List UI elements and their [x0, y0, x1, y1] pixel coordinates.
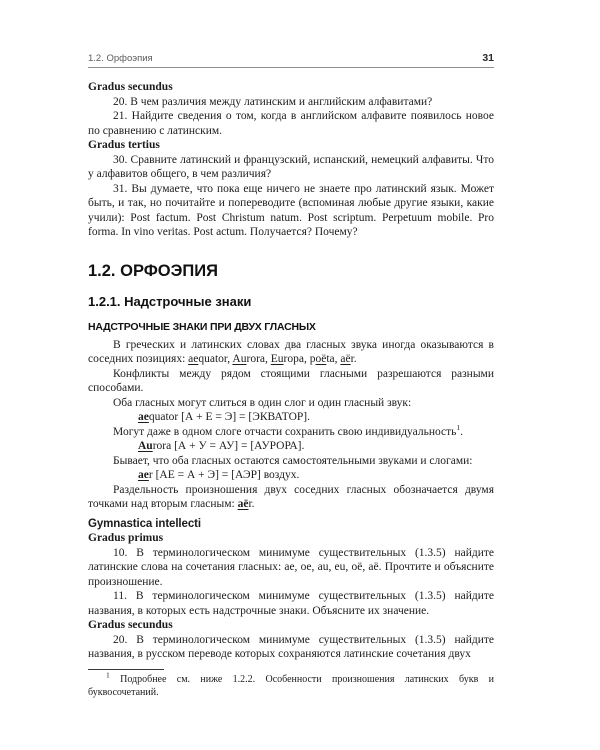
formula-aer: aer [АЕ = А + Э] = [АЭР] воздух.: [138, 469, 300, 481]
label-gradus-primus: Gradus primus: [88, 532, 164, 544]
exercise-11: 11. В терминологическом минимуме существительных (1.3.5) найдите названия, в которых есть надстрочные знаки. Объясните их значение.: [88, 590, 494, 617]
page-number: 31: [482, 52, 494, 64]
subsection-title: 1.2.1. Надстрочные знаки: [88, 293, 252, 309]
page-body: [88, 80, 494, 699]
exercise-21: 21. Найдите сведения о том, когда в английском алфавите появилось новое по сравнению с латинским.: [88, 110, 494, 137]
paragraph-conflicts: Конфликты между рядом стоящими гласными разрешаются разными способами.: [88, 367, 494, 394]
page-content: [88, 52, 494, 699]
exercise-31: 31. Вы думаете, что пока еще ничего не знаете про латинский язык. Может быть, и так, но почитайте и попереводите (вспоминая любые другие языки, какие учили): Post factum. Post Christum natum. Post scriptum. Perpetuum mobile. Pro forma. In vino veritas. Post actum. Получается? Почему?: [88, 182, 494, 238]
footnote-rule: [88, 669, 164, 670]
paragraph-trema: Раздельность произношения двух соседних гласных обозначается двумя точками над вторым гласным: aër.: [88, 483, 494, 510]
paragraph-separate-intro: Бывает, что оба гласных остаются самостоятельными звуками и слогами:: [113, 454, 473, 467]
formula-aurora: Aurora [А + У = АУ] = [АУРОРА].: [138, 440, 305, 452]
exercise-30: 30. Сравните латинский и французский, испанский, немецкий алфавиты. Что у алфавитов общего, в чем различия?: [88, 153, 494, 180]
label-gradus-secundus-2: Gradus secundus: [88, 619, 173, 631]
exercise-20: 20. В чем различия между латинским и английским алфавитами?: [113, 95, 433, 108]
exercise-10: 10. В терминологическом минимуме существительных (1.3.5) найдите латинские слова на сочетания гласных: ae, oe, au, eu, oë, aë. Прочтите и объясните произношение.: [88, 546, 494, 588]
exercise-20-second: 20. В терминологическом минимуме существительных (1.3.5) найдите названия, в русском переводе которых сохраняются латинские сочетания двух: [88, 633, 494, 660]
running-header: [88, 52, 494, 68]
label-gradus-tertius: Gradus tertius: [88, 139, 160, 151]
paragraph-vowel-examples: В греческих и латинских словах два гласных звука иногда оказываются в соседних позициях: aequator, Aurora, Europa, poëta, aër.: [88, 338, 494, 365]
paragraph-merge-intro: Оба гласных могут слиться в один слог и один гласный звук:: [113, 396, 412, 409]
label-gymnastica-intellecti: Gymnastica intellecti: [88, 517, 201, 530]
section-title: 1.2. ОРФОЭПИЯ: [88, 261, 218, 280]
footnote-1: $^1$ Подробнее см. ниже 1.2.2. Особенности произношения латинских букв и буквосочетаний.: [88, 670, 494, 698]
formula-aequator: aequator [А + Е = Э] = [ЭКВАТОР].: [138, 411, 311, 423]
running-header-section: 1.2. Орфоэпия: [88, 53, 153, 64]
label-gradus-secundus: Gradus secundus: [88, 81, 173, 93]
paragraph-individuality: Могут даже в одном слоге отчасти сохранить свою индивидуальность$^1$.: [113, 422, 464, 438]
subsubsection-title: НАДСТРОЧНЫЕ ЗНАКИ ПРИ ДВУХ ГЛАСНЫХ: [88, 320, 316, 333]
